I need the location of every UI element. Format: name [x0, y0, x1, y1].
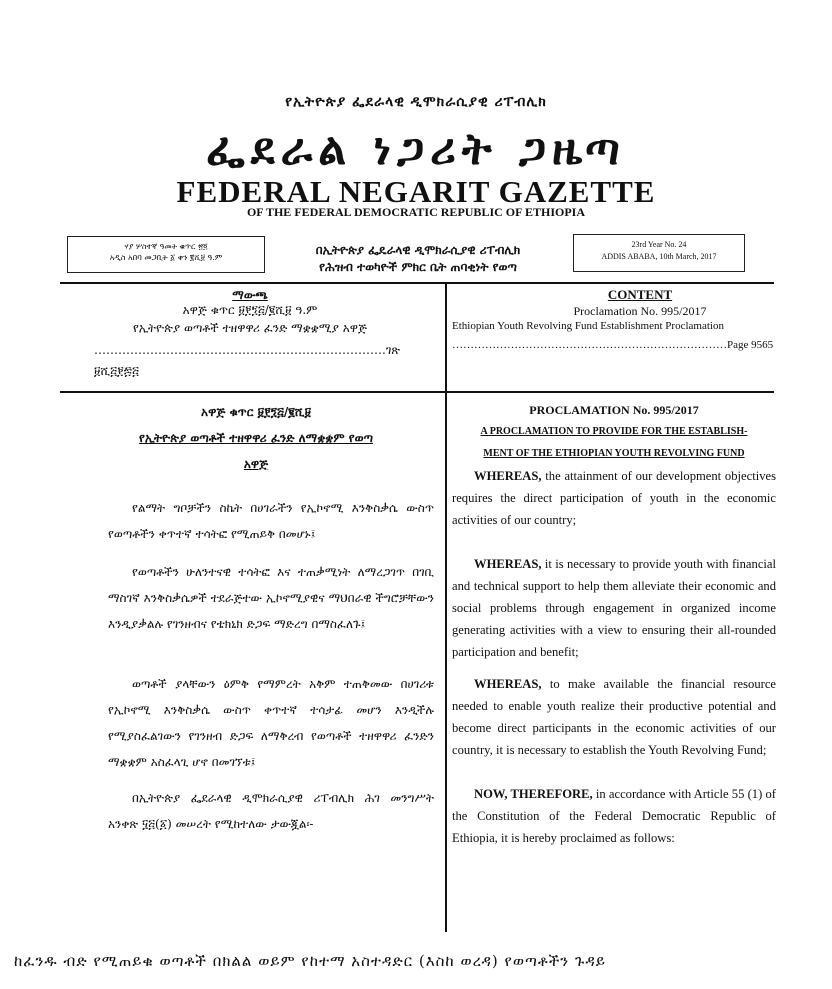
preamble-para-4-english: [452, 783, 776, 849]
gazette-subtitle-english: OF THE FEDERAL DEMOCRATIC REPUBLIC OF ETHIOPIA: [246, 205, 586, 219]
toc-item-title-english: Ethiopian Youth Revolving Fund Establishment Proclamation: [452, 320, 724, 332]
now-therefore: NOW, THEREFORE,: [474, 787, 593, 801]
gazette-title-english: FEDERAL NEGARIT GAZETTE: [176, 174, 656, 209]
header-rule: [60, 282, 774, 284]
proclamation-title-english: A PROCLAMATION TO PROVIDE FOR THE ESTABLISH-: [480, 426, 748, 437]
preamble-para-2-english: [452, 553, 776, 663]
gazette-title-amharic: ፌደራል ነጋሪት ጋዜጣ: [206, 124, 626, 175]
toc-title-amharic: ማውጫ: [232, 288, 268, 302]
para-1-text: the attainment of our development objectives requires the direct participation of youth in the economic activities of our country;: [452, 469, 776, 527]
preamble-para-1-english: [452, 465, 776, 531]
whereas-3: WHEREAS,: [474, 677, 542, 691]
body-english: [452, 399, 776, 849]
toc-leader-amharic: ……………………………………………………………….ገጽ: [94, 343, 401, 357]
issue-year-amharic: ሃያ ሦስተኛ ዓመት ቁጥር ፳፬: [124, 242, 208, 251]
proclamation-number-english: PROCLAMATION No. 995/2017: [529, 403, 699, 417]
proclamation-title-amharic-2: አዋጅ: [243, 457, 269, 471]
proclamation-title-english-2: MENT OF THE ETHIOPIAN YOUTH REVOLVING FUND: [483, 448, 745, 459]
issuing-authority: [268, 242, 568, 276]
issue-date-english: ADDIS ABABA, 10th March, 2017: [601, 252, 717, 261]
preamble-para-4-amharic: በኢትዮጵያ ፌደራላዊ ዲሞክራሲያዊ ሪፐብሊክ ሕገ መንግሥት አንቀጽ ፶፭(፩) መሠረት የሚከተለው ታውጇል፡-: [108, 791, 434, 831]
issue-box-amharic: [67, 236, 265, 273]
toc-item-number-amharic: አዋጅ ቁጥር ፱፻፺፭/፪ሺ፱ ዓ.ም: [182, 303, 318, 317]
issue-date-amharic: አዲስ አበባ መጋቢት ፩ ቀን ፪ሺ፱ ዓ.ም: [109, 253, 223, 262]
toc-item-number-english: Proclamation No. 995/2017: [573, 304, 707, 318]
preamble-para-2-amharic: የወጣቶችን ሁለንተናዊ ተሳትፎ እና ተጠቃሚነት ለማረጋገጥ በገቢ ማስገኛ እንቅስቃሴዎች ተደራጅተው ኢኮኖሚያዊና ማህበራዊ ችግሮቻቸውን እንዲያቃልሉ የገንዘብና የቴክኒክ ድጋፍ ማድረግ በማስፈለጉ፤: [108, 565, 434, 631]
para-4-text: in accordance with Article 55 (1) of the Constitution of the Federal Democratic Republic of Ethiopia, it is hereby proclaimed as follows:: [452, 787, 776, 845]
footer-text: ከፈንዱ ብድ የሚጠይቁ ወጣቶች በክልል ወይም የከተማ አስተዳድር (እስከ ወረዳ) የወጣቶችን ጉዳይ: [14, 952, 606, 970]
authority-line-1: በኢትዮጵያ ፌዴራላዊ ዲሞክራሲያዊ ሪፐብሊክ: [315, 243, 521, 257]
issue-year-english: 23rd Year No. 24: [631, 240, 687, 249]
toc-leader-english: …………………………………………………………………Page 9565: [452, 339, 774, 351]
proclamation-title-amharic: የኢትዮጵያ ወጣቶች ተዘዋዋሪ ፈንድ ለማቋቋም የወጣ: [138, 431, 374, 445]
para-2-text: it is necessary to provide youth with financial and technical support to help them alleviate their economic and social problems through engagement in organized income generating activities with a view to ensuring their all-rounded participation and benefit;: [452, 557, 776, 659]
preamble-para-3-english: [452, 673, 776, 761]
whereas-1: WHEREAS,: [474, 469, 542, 483]
proclamation-number-amharic: አዋጅ ቁጥር ፱፻፺፭/፪ሺ፱: [201, 405, 311, 419]
preamble-para-1-amharic: የልማት ግቦቻችን ስኬት በሀገራችን የኢኮኖሚ እንቅስቃሴ ውስጥ የወጣቶችን ቀጥተኛ ተሳትፎ የሚጠይቅ በመሆኑ፤: [108, 501, 434, 541]
preamble-para-3-amharic: ወጣቶች ያላቸውን ዕምቅ የማምረት አቅም ተጠቅመው በሀገሪቱ የኢኮኖሚ እንቅስቃሴ ውስጥ ቀጥተኛ ተሳታፊ መሆን እንዲችሉ የሚያስፈልገውን የገንዘብ ድጋፍ ለማቅረብ የወጣቶች ተዘዋዋሪ ፈንድን ማቋቋም አስፈላጊ ሆኖ በመገኘቱ፤: [108, 677, 434, 769]
toc-rule: [60, 391, 774, 393]
body-amharic: [108, 399, 434, 837]
authority-line-2: የሕዝብ ተወካዮች ምክር ቤት ጠባቂነት የወጣ: [319, 260, 517, 274]
whereas-2: WHEREAS,: [474, 557, 542, 571]
toc-page-amharic: ፱ሺ፭፻፷፭: [94, 364, 139, 378]
issue-box-english: [573, 234, 745, 272]
toc-title-english: CONTENT: [607, 287, 673, 302]
toc-item-title-amharic: የኢትዮጵያ ወጣቶች ተዘዋዋሪ ፈንድ ማቋቋሚያ አዋጅ: [132, 321, 368, 335]
column-divider: [445, 282, 447, 932]
para-3-text: to make available the financial resource needed to enable youth realize their productive potential and become direct participants in the economic activities of our country, it is necessary to establish the Youth Revolving Fund;: [452, 677, 776, 757]
country-name-amharic: የኢትዮጵያ ፌደራላዊ ዲሞክራሲያዊ ሪፐብሊክ: [285, 94, 547, 110]
